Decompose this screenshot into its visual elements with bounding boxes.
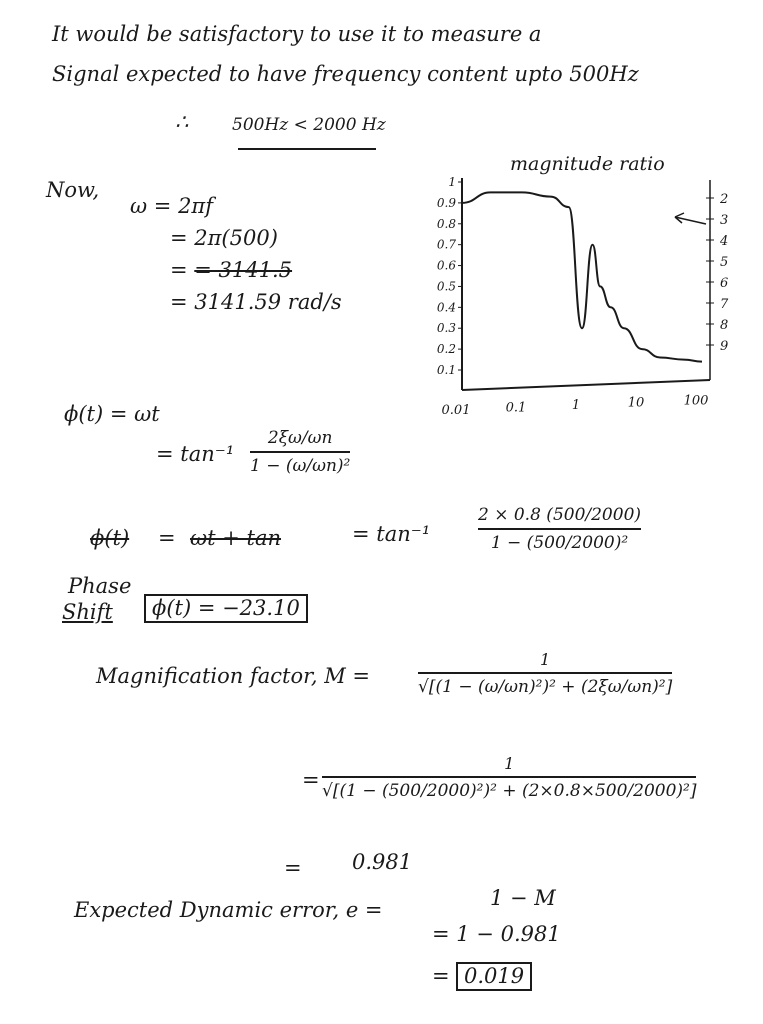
right-tick-label: 8 [720, 318, 729, 333]
y-tick-label: 1 [448, 175, 456, 189]
omega-step-3: = = 3141.5 [170, 258, 293, 282]
magnification-formula [418, 650, 672, 697]
phase-eq-3-denominator: 1 − (500/2000)² [490, 533, 629, 553]
phase-label-line-1: Phase [68, 574, 132, 598]
frequency-condition: 500Hz < 2000 Hz [232, 115, 386, 135]
now-label: Now, [46, 178, 100, 202]
y-tick-label: 0.2 [436, 342, 456, 357]
magnification-formula-denominator: √[(1 − (ω/ωn)²)² + (2ξω/ωn)²] [418, 677, 673, 697]
y-tick-label: 0.1 [436, 363, 456, 377]
phase-eq-2-denominator: 1 − (ω/ωn)² [250, 456, 351, 476]
intro-line-2: Signal expected to have frequency content upto 500Hz [52, 62, 639, 86]
omega-step-4: = 3141.59 rad/s [170, 290, 342, 314]
magnitude-ratio-chart [420, 140, 750, 440]
y-tick-label: 0.7 [436, 237, 456, 252]
phase-eq-2-numerator: 2ξω/ωn [267, 428, 333, 448]
substitution-equals: = [302, 768, 320, 792]
right-tick-label: 4 [720, 234, 729, 249]
right-tick-label: 3 [720, 213, 729, 228]
phase-shift-result: ϕ(t) = −23.10 [144, 594, 308, 623]
y-tick-label: 0.9 [436, 195, 456, 210]
x-tick-label: 10 [627, 395, 645, 411]
magnification-substitution [322, 754, 696, 801]
x-tick-label: 100 [683, 393, 709, 409]
therefore-symbol: ∴ [175, 110, 189, 134]
struck-phase-symbol: ϕ(t) [90, 526, 130, 550]
struck-expression: ωt + tan [190, 526, 281, 550]
y-tick-label: 0.6 [436, 258, 456, 273]
right-tick-label: 6 [720, 276, 729, 291]
x-axis-line [462, 380, 710, 390]
error-result: 0.019 [456, 962, 532, 991]
magnification-value: 0.981 [352, 850, 413, 874]
right-tick-label: 2 [720, 192, 729, 207]
x-tick-label: 0.1 [505, 400, 527, 416]
condition-underline [238, 148, 376, 150]
fraction-bar [250, 451, 350, 453]
magnification-sub-denominator: √[(1 − (500/2000)²)² + (2×0.8×500/2000)²] [322, 781, 697, 801]
magnification-sub-numerator: 1 [504, 754, 515, 773]
chart-title: magnitude ratio [510, 153, 665, 175]
right-tick-label: 5 [720, 255, 729, 270]
y-tick-label: 0.5 [436, 279, 456, 294]
phase-eq-3-numerator: 2 × 0.8 (500/2000) [478, 505, 642, 525]
phase-eq-2-fraction [250, 428, 350, 476]
error-step-1: 1 − M [490, 886, 556, 910]
magnification-value-equals: = [284, 856, 302, 880]
fraction-bar [322, 776, 696, 778]
x-tick-label: 1 [571, 398, 581, 414]
eq3-equals: = [158, 526, 176, 550]
error-label: Expected Dynamic error, e = [74, 898, 383, 922]
magnitude-curve [462, 192, 702, 361]
omega-step-1: ω = 2πf [130, 194, 214, 218]
magnification-label: Magnification factor, M = [96, 664, 370, 688]
error-result-equals: = [432, 964, 450, 988]
crossed-out-value: = 3141.5 [194, 258, 293, 282]
omega-step-2: = 2π(500) [170, 226, 278, 250]
phase-label-line-2: Shift [62, 600, 113, 624]
right-tick-label: 9 [720, 339, 729, 354]
x-tick-label: 0.01 [441, 403, 471, 418]
intro-line-1: It would be satisfactory to use it to measure a [52, 22, 542, 46]
y-tick-label: 0.8 [436, 216, 456, 231]
phase-eq-3-prefix: = tan⁻¹ [352, 522, 431, 546]
phase-eq-3-fraction [478, 505, 641, 553]
y-tick-label: 0.3 [436, 321, 456, 336]
fraction-bar [418, 672, 672, 674]
phase-eq-2-prefix: = tan⁻¹ [156, 442, 235, 466]
magnification-formula-numerator: 1 [540, 650, 551, 669]
phase-eq-1: ϕ(t) = ωt [64, 402, 160, 426]
fraction-bar [478, 528, 641, 530]
error-step-2: = 1 − 0.981 [432, 922, 561, 946]
y-tick-label: 0.4 [436, 300, 456, 315]
right-tick-label: 7 [720, 297, 729, 312]
